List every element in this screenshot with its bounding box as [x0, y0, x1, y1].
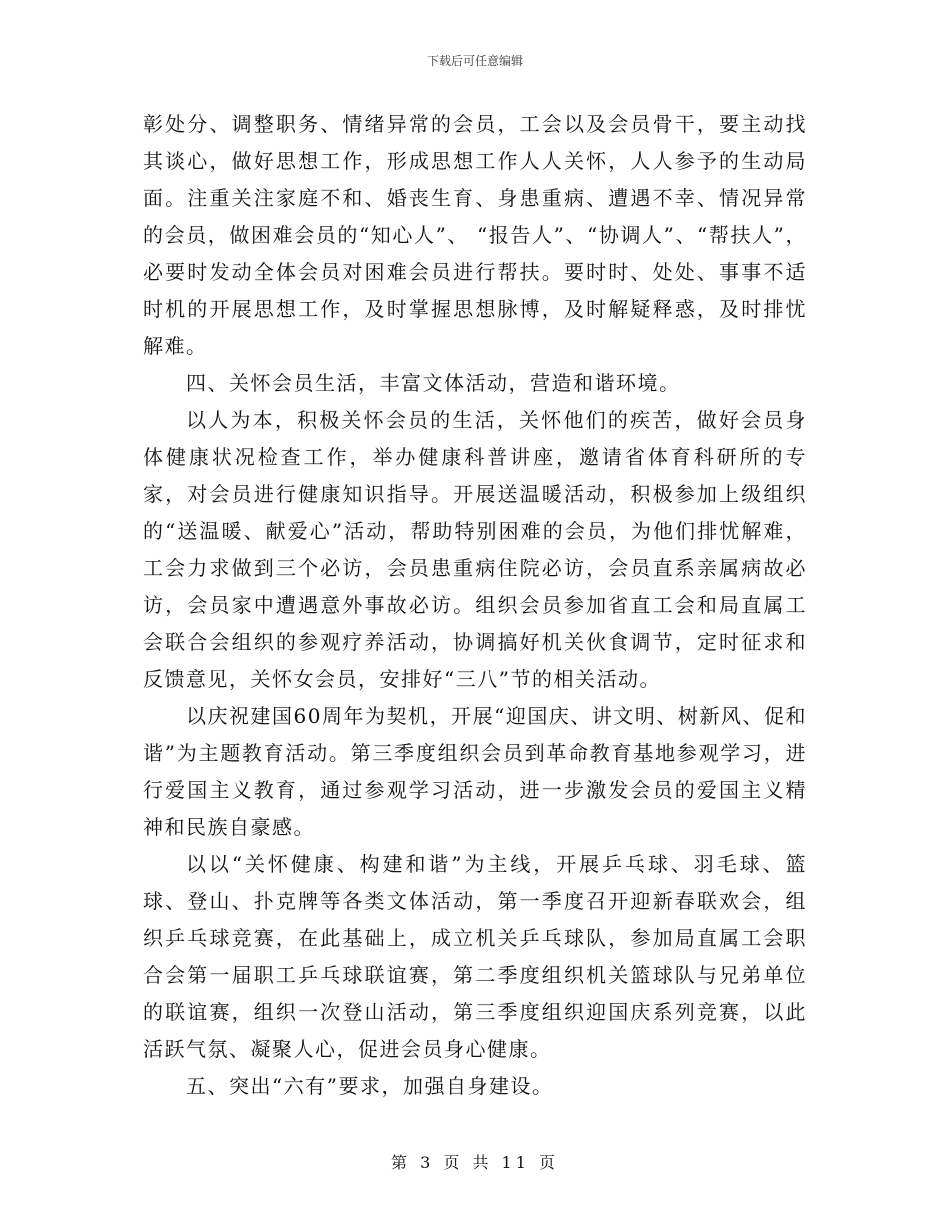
paragraph-5: 以以“关怀健康、构建和谐”为主线，开展乒乓球、羽毛球、篮球、登山、扑克牌等各类文体活动，第一季度召开迎新春联欢会，组织乒乓球竞赛，在此基础上，成立机关乒乓球队，参加局直属工会职合会第一届职工乒乓球联谊赛，第二季度组织机关篮球队与兄弟单位的联谊赛，组织一次登山活动，第三季度组织迎国庆系列竞赛，以此活跃气氛、凝聚人心，促进会员身心健康。: [143, 852, 807, 1061]
paragraph-1: 彰处分、调整职务、情绪异常的会员，工会以及会员骨干，要主动找其谈心，做好思想工作，形成思想工作人人关怀，人人参予的生动局面。注重关注家庭不和、婚丧生育、身患重病、遭遇不幸、情况异常的会员，做困难会员的“知心人”、 “报告人”、“协调人”、“帮扶人”，必要时发动全体会员对困难会员进行帮扶。要时时、处处、事事不适时机的开展思想工作，及时掌握思想脉博，及时解疑释惑，及时排忧解难。: [143, 112, 807, 358]
page-footer-number: 第 3 页 共 11 页: [391, 1153, 559, 1172]
page-header-note: 下载后可任意编辑: [426, 54, 523, 68]
document-body: [143, 106, 807, 1105]
paragraph-3: 以人为本，积极关怀会员的生活，关怀他们的疾苦，做好会员身体健康状况检查工作，举办健康科普讲座，邀请省体育科研所的专家，对会员进行健康知识指导。开展送温暖活动，积极参加上级组织的“送温暖、献爱心”活动，帮助特别困难的会员，为他们排忧解难，工会力求做到三个必访，会员患重病住院必访，会员直系亲属病故必访，会员家中遭遇意外事故必访。组织会员参加省直工会和局直属工会联合会组织的参观疗养活动，协调搞好机关伙食调节，定时征求和反馈意见，关怀女会员，安排好“三八”节的相关活动。: [143, 408, 807, 691]
section-heading-5: 五、突出“六有”要求，加强自身建设。: [186, 1074, 554, 1098]
section-heading-4: 四、关怀会员生活，丰富文体活动，营造和谐环境。: [186, 371, 681, 395]
paragraph-4: 以庆祝建国60周年为契机，开展“迎国庆、讲文明、树新风、促和谐”为主题教育活动。第三季度组织会员到革命教育基地参观学习，进行爱国主义教育，通过参观学习活动，进一步激发会员的爱国主义精神和民族自豪感。: [143, 704, 807, 839]
